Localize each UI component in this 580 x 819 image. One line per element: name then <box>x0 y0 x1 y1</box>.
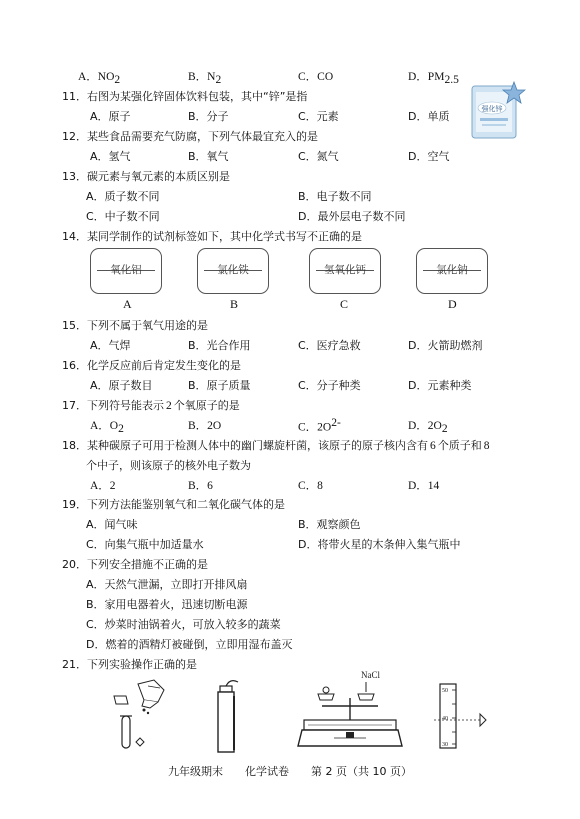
cylinder-tick-30: 30 <box>442 742 448 748</box>
q20-option-c: C．炒菜时油锅着火，可放入较多的蔬菜 <box>86 618 281 631</box>
q20-option-d: D．燃着的酒精灯被碰倒，立即用湿布盖灭 <box>86 638 293 651</box>
q19-stem: 19．下列方法能鉴别氧气和二氧化碳气体的是 <box>62 498 285 511</box>
q15-stem: 15．下列不属于氧气用途的是 <box>62 319 208 332</box>
q15-option-a: A．气焊 <box>90 339 131 352</box>
label-letter-d: D <box>448 297 457 311</box>
q16-option-c: C．分子种类 <box>298 379 361 392</box>
page-footer: 九年级期末 化学试卷 第 2 页（共 10 页） <box>168 765 412 778</box>
q15-option-c: C．医疗急救 <box>298 339 361 352</box>
q13-option-b: B．电子数不同 <box>298 190 372 203</box>
q19-option-b: B．观察颜色 <box>298 518 361 531</box>
reagent-label-a: 氧化铝 <box>90 248 162 294</box>
q15-option-b: B．光合作用 <box>188 339 251 352</box>
q19-option-d: D．将带火星的木条伸入集气瓶中 <box>298 538 461 551</box>
label-letter-a: A <box>123 297 132 311</box>
zinc-drink-package-image <box>470 80 526 142</box>
q12-option-b: B．氧气 <box>188 150 229 163</box>
q11-option-c: C．元素 <box>298 110 339 123</box>
package-title-text: 强化锌 <box>481 105 503 113</box>
q19-option-c: C．向集气瓶中加适量水 <box>86 538 204 551</box>
q11-option-a: A．原子 <box>90 110 131 123</box>
lab-image-balance <box>294 668 406 754</box>
reagent-label-c: 氢氧化钙 <box>309 248 381 294</box>
q20-stem: 20．下列安全措施不正确的是 <box>62 558 208 571</box>
q19-option-a: A．闻气味 <box>86 518 138 531</box>
q21-stem: 21．下列实验操作正确的是 <box>62 658 197 671</box>
q20-option-b: B．家用电器着火，迅速切断电源 <box>86 598 248 611</box>
lab-image-cylinder-reading <box>430 680 490 752</box>
q16-option-b: B．原子质量 <box>188 379 251 392</box>
lab-image-adding-solid <box>108 676 174 752</box>
q18-option-a: A．2 <box>90 480 116 492</box>
q13-stem: 13．碳元素与氧元素的本质区别是 <box>62 170 230 183</box>
reagent-label-b: 氯化铁 <box>197 248 269 294</box>
cylinder-tick-40: 40 <box>442 716 448 722</box>
q17-stem: 17．下列符号能表示 2 个氧原子的是 <box>62 399 240 412</box>
q16-option-a: A．原子数目 <box>90 379 153 392</box>
nacl-label: NaCl <box>361 670 380 680</box>
q12-option-d: D．空气 <box>408 150 450 163</box>
q18-stem-line2: 个中子，则该原子的核外电子数为 <box>86 459 251 472</box>
q12-stem: 12．某些食品需要充气防腐，下列气体最宜充入的是 <box>62 130 318 143</box>
q16-stem: 16．化学反应前后肯定发生变化的是 <box>62 359 241 372</box>
q15-option-d: D．火箭助燃剂 <box>408 339 483 352</box>
q10-option-d: D．$PM_{2.5}$ <box>408 71 459 87</box>
q11-option-d: D．单质 <box>408 110 450 123</box>
q17-option-b: B．2O <box>188 420 222 432</box>
q11-option-b: B．分子 <box>188 110 229 123</box>
q12-option-a: A．氢气 <box>90 150 131 163</box>
q13-option-d: D．最外层电子数不同 <box>298 210 406 223</box>
q11-stem: 11．右图为某强化锌固体饮料包装，其中“锌”是指 <box>62 90 308 103</box>
label-letter-b: B <box>230 297 239 311</box>
q10-option-c: C．CO <box>298 71 334 83</box>
lab-image-bottle-tube <box>212 676 242 756</box>
q12-option-c: C．氮气 <box>298 150 339 163</box>
q17-option-a: A．$O_2$ <box>90 420 124 436</box>
q13-option-a: A．质子数不同 <box>86 190 160 203</box>
reagent-label-d: 氯化钠 <box>416 248 488 294</box>
q13-option-c: C．中子数不同 <box>86 210 160 223</box>
q18-option-b: B．6 <box>188 480 213 492</box>
q16-option-d: D．元素种类 <box>408 379 472 392</box>
q14-stem: 14．某同学制作的试剂标签如下，其中化学式书写不正确的是 <box>62 230 362 243</box>
q18-option-d: D．14 <box>408 480 440 492</box>
q20-option-a: A．天然气泄漏，立即打开排风扇 <box>86 578 248 591</box>
q17-option-c: C．$2O^{2-}$ <box>298 417 341 434</box>
q18-option-c: C．8 <box>298 480 323 492</box>
q18-stem-line1: 18．某种碳原子可用于检测人体中的幽门螺旋杆菌，该原子的原子核内含有 6 个质子和 8 <box>62 439 490 452</box>
label-letter-c: C <box>340 297 349 311</box>
cylinder-tick-50: 50 <box>442 688 448 694</box>
q17-option-d: D．$2O_2$ <box>408 420 448 436</box>
q10-option-b: B．$N_2$ <box>188 71 222 87</box>
q10-option-a: A．$NO_2$ <box>78 71 121 87</box>
